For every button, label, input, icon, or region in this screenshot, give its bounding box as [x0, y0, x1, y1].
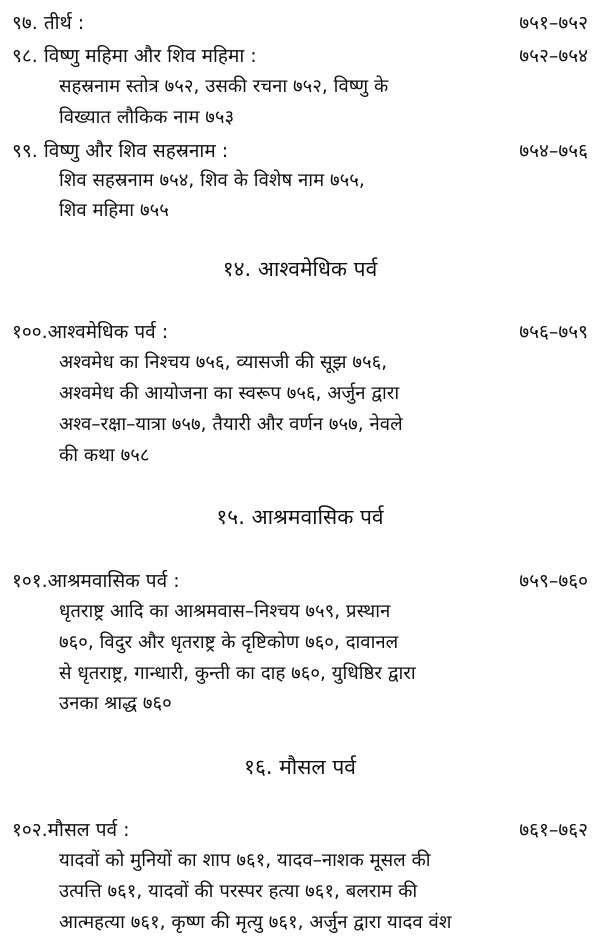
entry-description-line: ७६०, विदुर और धृतराष्ट्र के दृष्टिकोण ७६०, दावानल: [59, 632, 399, 653]
toc-entry-101: [12, 566, 588, 596]
entry-description-line: की कथा ७५८: [59, 445, 150, 466]
entry-description-line: उनका श्राद्ध ७६०: [59, 693, 172, 714]
entry-title: १००.आश्वमेधिक पर्व :: [12, 321, 169, 343]
section-heading: १४. आश्वमेधिक पर्व: [222, 257, 378, 281]
entry-description-line: सहस्रनाम स्तोत्र ७५२, उसकी रचना ७५२, विष्णु के: [59, 76, 389, 97]
entry-description-line: अश्वमेध की आयोजना का स्वरूप ७५६, अर्जुन द्वारा: [59, 383, 400, 404]
entry-description-line: अश्व–रक्षा–यात्रा ७५७, तैयारी और वर्णन ७५७, नेवले: [59, 414, 403, 435]
toc-entry-99: [12, 136, 588, 166]
toc-entry-102: [12, 815, 588, 845]
entry-description-line: शिव महिमा ७५५: [59, 200, 169, 221]
entry-description-line: से धृतराष्ट्र, गान्धारी, कुन्ती का दाह ७६०, युधिष्ठिर द्वारा: [59, 663, 416, 684]
entry-page-range: ७५६–७५९: [519, 321, 588, 343]
entry-page-range: ७५४–७५६: [519, 140, 588, 162]
entry-description-line: यादवों को मुनियों का शाप ७६१, यादव–नाशक मूसल की: [59, 850, 431, 871]
toc-entry-98: [12, 41, 588, 71]
entry-title: ९७. तीर्थ :: [12, 12, 85, 34]
entry-title: ९८. विष्णु महिमा और शिव महिमा :: [12, 45, 257, 67]
section-heading: १६. मौसल पर्व: [244, 755, 356, 779]
entry-page-range: ७५९–७६०: [519, 570, 588, 592]
entry-page-range: ७५१–७५२: [519, 12, 588, 34]
entry-description-line: विख्यात लौकिक नाम ७५३: [59, 107, 235, 128]
entry-description-line: आत्महत्या ७६१, कृष्ण की मृत्यु ७६१, अर्जुन द्वारा यादव वंश: [59, 912, 452, 933]
entry-page-range: ७६१–७६२: [519, 819, 588, 841]
entry-title: १०१.आश्रमवासिक पर्व :: [12, 570, 180, 592]
toc-entry-97: [12, 8, 588, 38]
entry-description-line: अश्वमेध का निश्चय ७५६, व्यासजी की सूझ ७५६,: [59, 352, 388, 373]
entry-description-line: शिव सहस्रनाम ७५४, शिव के विशेष नाम ७५५,: [59, 170, 365, 191]
entry-page-range: ७५२–७५४: [519, 45, 588, 67]
entry-title: १०२.मौसल पर्व :: [12, 819, 130, 841]
toc-entry-100: [12, 317, 588, 347]
section-heading: १५. आश्रमवासिक पर्व: [216, 505, 384, 529]
entry-description-line: उत्पत्ति ७६१, यादवों की परस्पर हत्या ७६१, बलराम की: [59, 881, 418, 902]
entry-description-line: धृतराष्ट्र आदि का आश्रमवास–निश्चय ७५९, प्रस्थान: [59, 601, 391, 622]
entry-title: ९९. विष्णु और शिव सहस्रनाम :: [12, 140, 229, 162]
